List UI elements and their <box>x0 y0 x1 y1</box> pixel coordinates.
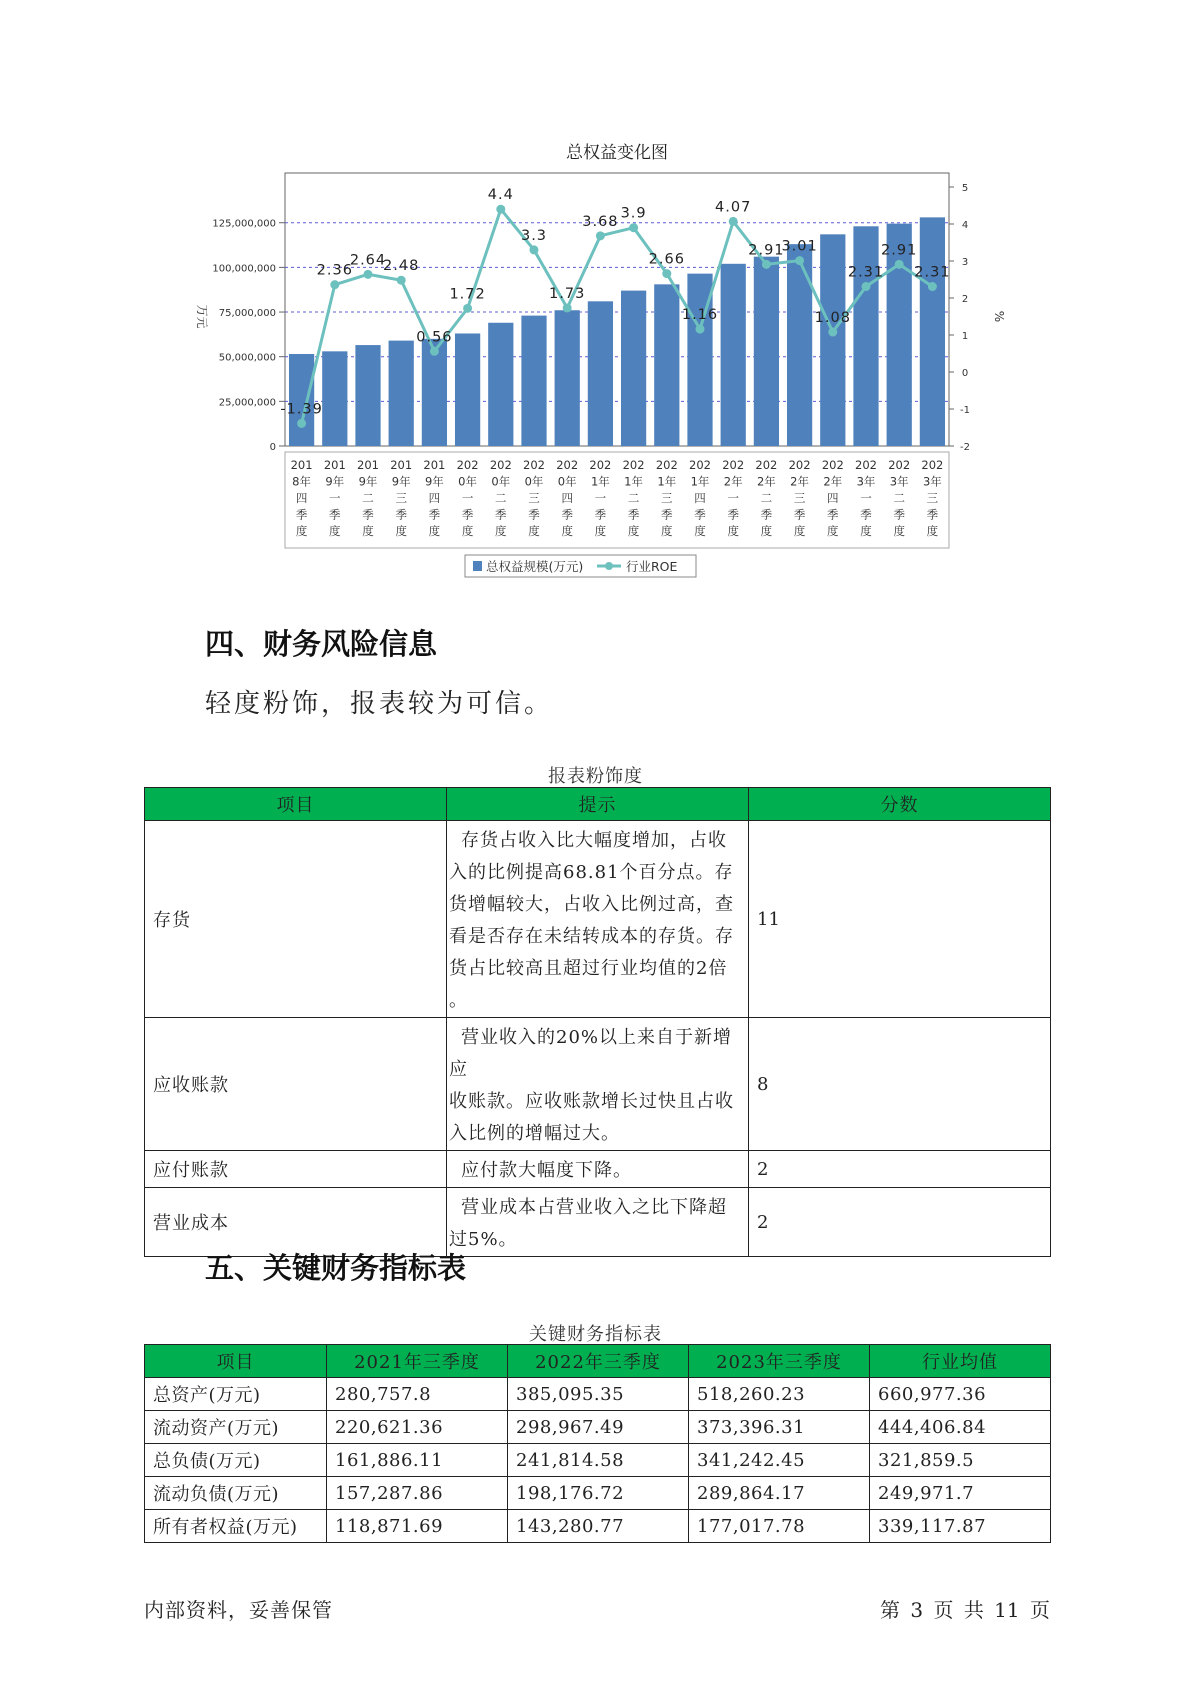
kpi-table-row <box>145 1477 1051 1510</box>
risk-summary: 轻度粉饰，报表较为可信。 <box>205 689 554 719</box>
risk-table-row <box>145 1151 1051 1188</box>
risk-score: 11 <box>749 821 1051 1018</box>
equity-bar <box>289 354 314 446</box>
x-axis-label-box <box>285 452 949 548</box>
y-left-tick-label: 50,000,000 <box>218 352 276 364</box>
roe-data-label: 1.73 <box>549 285 586 302</box>
y-right-tick-label: -2 <box>960 442 970 453</box>
kpi-table-row <box>145 1510 1051 1543</box>
kpi-header-industry-avg: 行业均值 <box>870 1345 1051 1378</box>
x-tick-label: 202 2年二季度 <box>755 458 778 538</box>
equity-bar <box>621 291 646 446</box>
kpi-header-item: 项目 <box>145 1345 327 1378</box>
equity-chart <box>180 140 1010 600</box>
equity-bar <box>322 351 347 446</box>
risk-tip <box>447 1151 749 1188</box>
roe-data-label: 3.68 <box>582 213 619 230</box>
kpi-value: 385,095.35 <box>508 1378 689 1411</box>
roe-data-label: 3.3 <box>520 227 548 244</box>
roe-point <box>895 260 904 269</box>
risk-tip-line: 货占比较高且超过行业均值的2倍 <box>449 958 728 979</box>
chart-legend <box>465 555 696 577</box>
roe-point <box>563 303 572 312</box>
risk-tip-line: 看是否存在未结转成本的存货。存 <box>449 926 734 947</box>
risk-score: 2 <box>749 1151 1051 1188</box>
kpi-value: 341,242.45 <box>689 1444 870 1477</box>
kpi-value: 157,287.86 <box>327 1477 508 1510</box>
roe-data-label: 2.66 <box>648 251 685 268</box>
x-tick-label: 202 1年一季度 <box>589 458 612 538</box>
x-tick-label: 202 1年三季度 <box>655 458 678 538</box>
roe-point <box>629 223 638 232</box>
roe-data-label: 1.08 <box>814 310 851 327</box>
equity-bar <box>654 284 679 446</box>
roe-point <box>297 419 306 428</box>
kpi-value: 660,977.36 <box>870 1378 1051 1411</box>
roe-point <box>729 217 738 226</box>
roe-data-label: 4.07 <box>715 199 752 216</box>
roe-data-label: 2.36 <box>316 262 353 279</box>
roe-point <box>364 270 373 279</box>
kpi-value: 289,864.17 <box>689 1477 870 1510</box>
roe-data-label: 1.16 <box>681 307 719 324</box>
x-tick-label: 202 2年一季度 <box>722 458 745 538</box>
y-right-axis-label: % <box>992 310 1006 323</box>
chart-title: 总权益变化图 <box>566 143 668 163</box>
roe-point <box>928 282 937 291</box>
equity-bar <box>455 333 480 446</box>
legend-line-marker <box>605 562 613 570</box>
kpi-item: 流动资产(万元) <box>145 1411 327 1444</box>
equity-bar <box>721 264 746 446</box>
roe-data-label: 2.91 <box>881 242 918 259</box>
section-heading-key-indicators: 五、关键财务指标表 <box>205 1251 467 1285</box>
roe-point <box>330 280 339 289</box>
risk-item: 应收账款 <box>145 1018 447 1151</box>
roe-point <box>463 304 472 313</box>
roe-data-label: 2.31 <box>914 264 951 281</box>
y-right-tick-label: 1 <box>961 331 969 342</box>
equity-bar <box>355 345 380 446</box>
y-left-tick-label: 25,000,000 <box>218 397 276 409</box>
kpi-value: 198,176.72 <box>508 1477 689 1510</box>
roe-point <box>828 328 837 337</box>
equity-bar <box>521 316 546 446</box>
risk-tip-line: 。 <box>449 990 468 1011</box>
x-tick-label: 201 8年四季度 <box>290 458 313 538</box>
equity-bar <box>488 323 513 446</box>
roe-point <box>762 260 771 269</box>
kpi-value: 143,280.77 <box>508 1510 689 1543</box>
risk-tip <box>447 821 749 1018</box>
equity-bar <box>588 301 613 446</box>
kpi-item: 流动负债(万元) <box>145 1477 327 1510</box>
risk-item: 营业成本 <box>145 1188 447 1257</box>
roe-point <box>696 325 705 334</box>
roe-point <box>862 282 871 291</box>
roe-point <box>795 256 804 265</box>
kpi-value: 321,859.5 <box>870 1444 1051 1477</box>
kpi-value: 161,886.11 <box>327 1444 508 1477</box>
kpi-item: 总资产(万元) <box>145 1378 327 1411</box>
y-left-axis-label: 万元 <box>195 304 209 329</box>
roe-point <box>496 205 505 214</box>
risk-tip-line: 入的比例提高68.81个百分点。存 <box>449 862 734 883</box>
y-right-tick-label: 2 <box>961 294 969 305</box>
kpi-value: 373,396.31 <box>689 1411 870 1444</box>
equity-bar <box>920 217 945 446</box>
roe-data-label: 2.91 <box>748 242 785 259</box>
equity-bar <box>555 310 580 446</box>
risk-tip <box>447 1018 749 1151</box>
kpi-value: 220,621.36 <box>327 1411 508 1444</box>
y-left-tick-label: 75,000,000 <box>218 308 276 320</box>
risk-tip-line: 入比例的增幅过大。 <box>449 1123 620 1144</box>
equity-bar <box>389 341 414 446</box>
x-tick-label: 202 2年四季度 <box>821 458 844 538</box>
risk-table-row <box>145 821 1051 1018</box>
footer-confidential-note: 内部资料，妥善保管 <box>144 1598 333 1622</box>
kpi-table-row <box>145 1444 1051 1477</box>
risk-table-row <box>145 1018 1051 1151</box>
footer-page-number: 第 3 页 共 11 页 <box>880 1598 1050 1622</box>
kpi-item: 总负债(万元) <box>145 1444 327 1477</box>
x-tick-label: 202 1年二季度 <box>622 458 645 538</box>
equity-bar <box>820 234 845 446</box>
roe-data-label: 2.48 <box>383 258 420 275</box>
roe-data-label: 1.72 <box>449 286 486 303</box>
equity-chart-svg <box>180 140 1010 600</box>
risk-tip-line: 存货占收入比大幅度增加，占收 <box>461 830 727 851</box>
y-left-tick-label: 0 <box>269 442 276 453</box>
x-tick-label: 201 9年一季度 <box>323 458 346 538</box>
y-left-tick-label: 100,000,000 <box>212 263 276 275</box>
section-heading-financial-risk: 四、财务风险信息 <box>205 627 438 661</box>
y-right-tick-label: 3 <box>961 257 969 268</box>
equity-bar <box>853 226 878 446</box>
x-tick-label: 202 0年一季度 <box>456 458 479 538</box>
x-tick-label: 202 0年四季度 <box>556 458 579 538</box>
roe-data-label: 3.9 <box>620 205 647 222</box>
legend-bar-label: 总权益规模(万元) <box>486 559 584 574</box>
x-tick-label: 202 0年二季度 <box>489 458 512 538</box>
kpi-header-2023q3: 2023年三季度 <box>689 1345 870 1378</box>
x-tick-label: 202 1年四季度 <box>689 458 711 538</box>
kpi-value: 118,871.69 <box>327 1510 508 1543</box>
y-right-tick-label: 0 <box>961 368 969 379</box>
risk-tip-line: 过5%。 <box>449 1229 518 1250</box>
risk-item: 应付账款 <box>145 1151 447 1188</box>
kpi-table-row <box>145 1378 1051 1411</box>
legend-line-label: 行业ROE <box>626 559 678 574</box>
roe-data-label: 3.01 <box>781 238 818 255</box>
x-tick-label: 202 3年三季度 <box>921 458 944 538</box>
risk-item: 存货 <box>145 821 447 1018</box>
x-tick-label: 202 0年三季度 <box>523 458 545 538</box>
risk-table-caption: 报表粉饰度 <box>548 766 643 787</box>
legend-bar-swatch <box>473 561 482 571</box>
risk-tip-line: 营业收入的20%以上来自于新增应 <box>449 1027 733 1080</box>
kpi-value: 339,117.87 <box>870 1510 1051 1543</box>
risk-tip <box>447 1188 749 1257</box>
roe-point <box>430 347 439 356</box>
risk-table-header <box>145 788 1051 821</box>
y-right-tick-label: 5 <box>961 183 969 194</box>
roe-data-label: 4.4 <box>487 187 514 204</box>
risk-score: 8 <box>749 1018 1051 1151</box>
header-score: 分数 <box>749 788 1051 821</box>
kpi-value: 177,017.78 <box>689 1510 870 1543</box>
kpi-value: 280,757.8 <box>327 1378 508 1411</box>
kpi-value: 518,260.23 <box>689 1378 870 1411</box>
kpi-value: 249,971.7 <box>870 1477 1051 1510</box>
kpi-table-header <box>145 1345 1051 1378</box>
kpi-item: 所有者权益(万元) <box>145 1510 327 1543</box>
kpi-value: 241,814.58 <box>508 1444 689 1477</box>
risk-tip-line: 收账款。应收账款增长过快且占收 <box>449 1091 734 1112</box>
roe-point <box>596 231 605 240</box>
kpi-table-row <box>145 1411 1051 1444</box>
equity-bar <box>787 244 812 446</box>
roe-data-label: 0.56 <box>416 329 453 346</box>
y-right-tick-label: 4 <box>961 220 969 231</box>
roe-point <box>397 276 406 285</box>
x-tick-label: 201 9年三季度 <box>390 458 413 538</box>
risk-tip-line: 应付款大幅度下降。 <box>461 1160 632 1181</box>
roe-point <box>530 245 539 254</box>
roe-data-label: -1.39 <box>280 401 323 418</box>
y-right-tick-label: -1 <box>960 405 970 416</box>
risk-tip-line: 货增幅较大，占收入比例过高，查 <box>449 894 734 915</box>
kpi-table <box>144 1344 1051 1543</box>
x-tick-label: 202 2年三季度 <box>788 458 811 538</box>
kpi-table-caption: 关键财务指标表 <box>529 1324 662 1345</box>
x-tick-label: 202 3年一季度 <box>855 458 877 538</box>
roe-data-label: 2.64 <box>349 252 387 269</box>
x-tick-label: 202 3年二季度 <box>888 458 911 538</box>
roe-point <box>662 269 671 278</box>
roe-data-label: 2.31 <box>847 264 885 281</box>
y-left-tick-label: 125,000,000 <box>212 218 276 230</box>
risk-tip-line: 营业成本占营业收入之比下降超 <box>461 1197 727 1218</box>
risk-score: 2 <box>749 1188 1051 1257</box>
equity-bar <box>754 257 779 446</box>
x-tick-label: 201 9年四季度 <box>423 458 446 538</box>
kpi-value: 444,406.84 <box>870 1411 1051 1444</box>
header-item: 项目 <box>145 788 447 821</box>
risk-table <box>144 787 1051 1257</box>
kpi-header-2022q3: 2022年三季度 <box>508 1345 689 1378</box>
kpi-value: 298,967.49 <box>508 1411 689 1444</box>
header-tip: 提示 <box>447 788 749 821</box>
x-tick-label: 201 9年二季度 <box>357 458 379 538</box>
kpi-header-2021q3: 2021年三季度 <box>327 1345 508 1378</box>
